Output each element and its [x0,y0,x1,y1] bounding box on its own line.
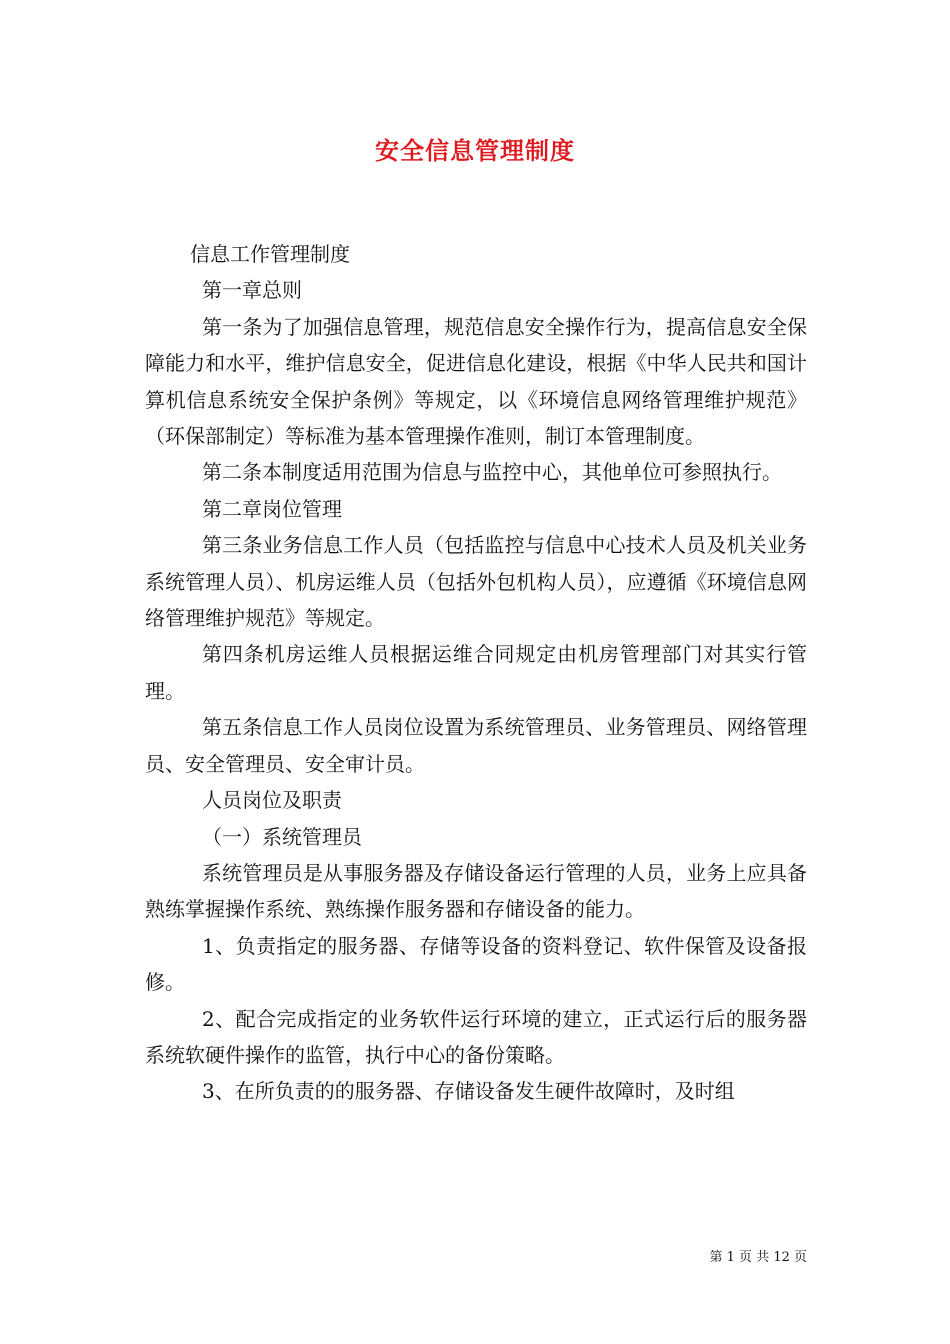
document-body [145,236,807,1110]
list-item: 3、在所负责的的服务器、存储设备发生硬件故障时，及时组 [202,1079,735,1104]
section-heading: 信息工作管理制度 [190,242,350,266]
paragraph: 第五条信息工作人员岗位设置为系统管理员、业务管理员、网络管理员、安全管理员、安全审计员。 [145,715,807,776]
paragraph: 第二条本制度适用范围为信息与监控中心，其他单位可参照执行。 [202,460,782,485]
paragraph: 第三条业务信息工作人员（包括监控与信息中心技术人员及机关业务系统管理人员）、机房运维人员（包括外包机构人员），应遵循《环境信息网络管理维护规范》等规定。 [145,533,807,631]
document-title: 安全信息管理制度 [375,136,575,165]
paragraph: 第一条为了加强信息管理，规范信息安全操作行为，提高信息安全保障能力和水平，维护信息安全，促进信息化建设，根据《中华人民共和国计算机信息系统安全保护条例》等规定，以《环境信息网络管理维护规范》（环保部制定）等标准为基本管理操作准则，制订本管理制度。 [145,314,807,449]
subsection-heading: 人员岗位及职责 [202,788,342,813]
chapter-heading: 第一章总则 [202,278,302,303]
list-item: 2、配合完成指定的业务软件运行环境的建立，正式运行后的服务器系统软硬件操作的监管，执行中心的备份策略。 [145,1006,807,1067]
list-item: 1、负责指定的服务器、存储等设备的资料登记、软件保管及设备报修。 [145,933,807,995]
chapter-heading: 第二章岗位管理 [202,496,342,521]
subsection-heading: （一）系统管理员 [202,824,362,849]
paragraph: 系统管理员是从事服务器及存储设备运行管理的人员，业务上应具备熟练掌握操作系统、熟练操作服务器和存储设备的能力。 [145,860,807,922]
paragraph: 第四条机房运维人员根据运维合同规定由机房管理部门对其实行管理。 [145,642,807,703]
page-number: 第 1 页 共 12 页 [709,1250,807,1265]
